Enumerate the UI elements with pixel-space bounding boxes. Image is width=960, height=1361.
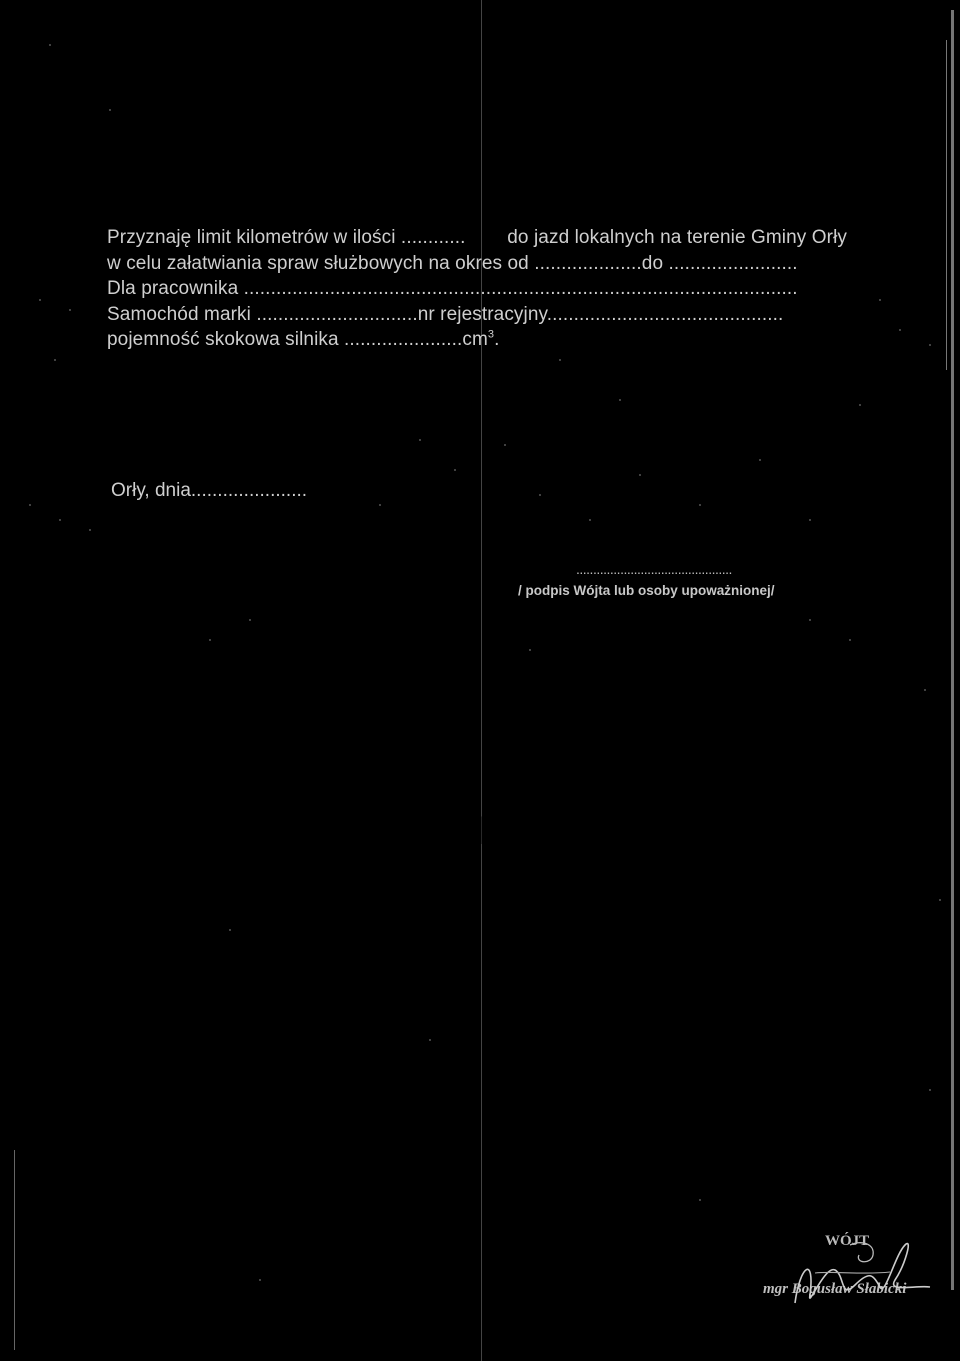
limit-text: Przyznaję limit kilometrów w ilości ............ <box>107 227 466 248</box>
form-line-vehicle: Samochód marki ..............................nr rejestracyjny............................................ <box>107 303 784 325</box>
signature-caption: / podpis Wójta lub osoby upoważnionej/ <box>518 583 775 598</box>
cubic-superscript: 3 <box>487 328 495 341</box>
form-line-engine <box>107 327 847 353</box>
official-stamp <box>755 1225 945 1315</box>
engine-line-end: . <box>494 329 500 350</box>
limit-form <box>107 225 847 353</box>
form-line-employee: Dla pracownika ....................................................................................................... <box>107 278 798 299</box>
signature-line: .............................................. <box>576 561 732 577</box>
stamp-title: WÓJT <box>825 1233 870 1249</box>
form-line-limit <box>107 225 847 251</box>
local-trips-text: do jazd lokalnych na terenie Gminy Orły <box>507 227 847 248</box>
engine-capacity-text: pojemność skokowa silnika ......................cm <box>107 329 488 350</box>
place-date-field: Orły, dnia...................... <box>111 480 308 501</box>
handwritten-signature <box>755 1225 945 1315</box>
stamp-name: mgr Bogusław Słabicki <box>763 1281 907 1297</box>
form-line-period: w celu załatwiania spraw służbowych na okres od ....................do ........................ <box>107 252 798 274</box>
